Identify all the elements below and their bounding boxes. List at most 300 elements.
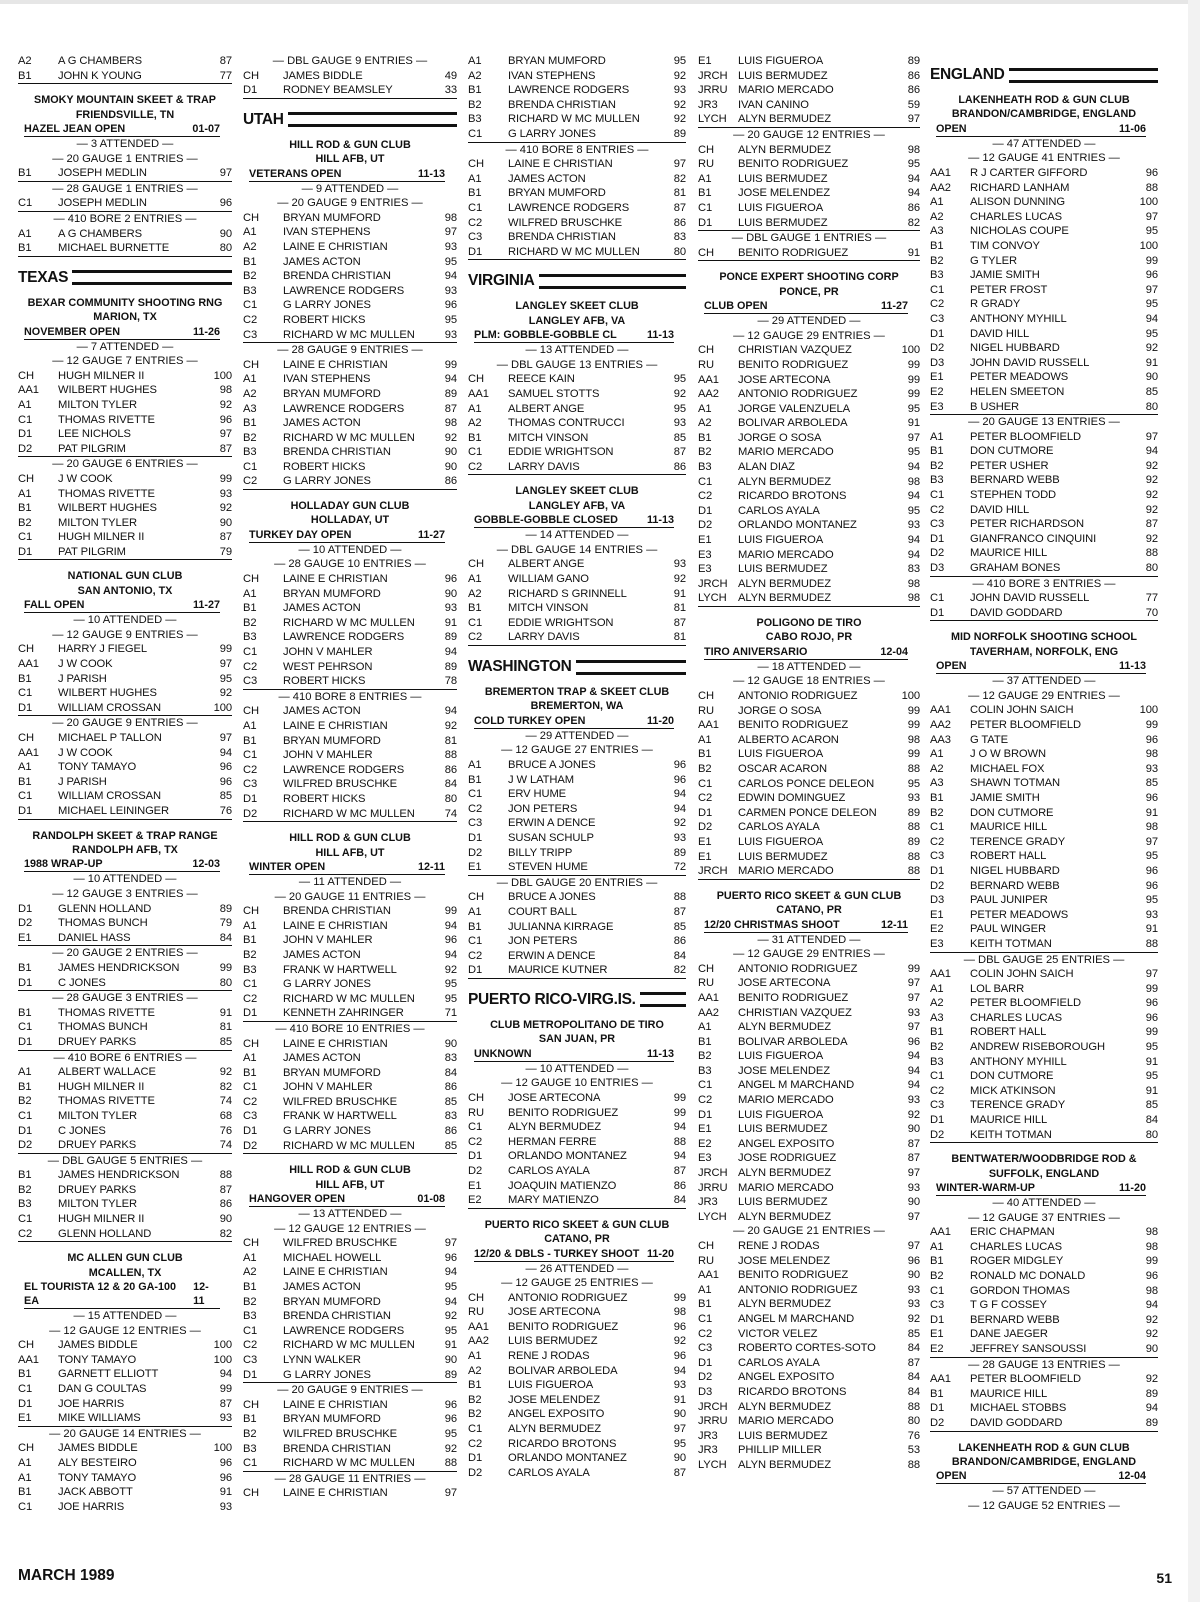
entries-line: — 47 ATTENDED —: [992, 137, 1096, 150]
shooter-name: TONY TAMAYO: [58, 1471, 137, 1484]
class-code: LYCH: [698, 113, 727, 126]
shooter-name: LAINE E CHRISTIAN: [508, 158, 613, 171]
result-row: [698, 83, 920, 98]
score: 87: [673, 1466, 686, 1479]
shooter-name: ALYN BERMUDEZ: [738, 1210, 831, 1223]
entries-line: — 20 GAUGE 6 ENTRIES —: [52, 458, 198, 471]
event-name: OPEN: [936, 1470, 967, 1483]
class-code: A1: [930, 196, 944, 209]
result-row: [243, 992, 457, 1007]
score: 89: [444, 1368, 457, 1381]
result-row: [243, 1265, 457, 1280]
score: 81: [673, 602, 686, 615]
state-name: WASHINGTON: [468, 658, 572, 676]
score: 97: [219, 167, 232, 180]
club-name: MC ALLEN GUN CLUB: [67, 1252, 183, 1265]
shooter-name: OSCAR ACARON: [738, 762, 827, 775]
score: 86: [219, 1198, 232, 1211]
result-row: [18, 775, 232, 790]
shooter-name: ANTONIO RODRIGUEZ: [738, 1283, 858, 1296]
result-row: [243, 1353, 457, 1368]
score: 96: [1145, 167, 1158, 179]
result-row: [468, 1334, 686, 1349]
score: 85: [444, 1095, 457, 1108]
score: 90: [444, 1037, 457, 1050]
score: 96: [907, 1035, 920, 1048]
shooter-name: MICK ATKINSON: [970, 1084, 1056, 1097]
event-block: [930, 953, 1158, 1144]
shooter-name: R GRADY: [970, 298, 1021, 311]
result-row: [18, 672, 232, 687]
score: 98: [1145, 1226, 1158, 1239]
class-code: B1: [243, 1413, 257, 1426]
shooter-name: PETER BLOOMFIELD: [970, 1373, 1081, 1386]
score: 87: [907, 1137, 920, 1150]
shooter-name: JAMES ACTON: [283, 948, 361, 961]
class-code: B1: [18, 961, 32, 974]
class-code: D2: [930, 547, 945, 560]
result-row: [468, 1305, 686, 1320]
result-row: [930, 224, 1158, 239]
class-code: A1: [468, 55, 482, 67]
class-code: A1: [468, 402, 482, 415]
class-code: AA2: [930, 719, 951, 731]
class-code: AA1: [698, 373, 719, 386]
result-row: [698, 489, 920, 504]
event-name: OPEN: [936, 660, 967, 673]
score: 99: [907, 373, 920, 386]
score: 89: [907, 55, 920, 67]
class-code: A2: [243, 240, 257, 253]
class-code: B1: [18, 1486, 32, 1499]
shooter-name: IVAN STEPHENS: [508, 69, 596, 82]
score: 76: [219, 1124, 232, 1137]
result-row: [930, 1128, 1158, 1144]
shooter-name: JOSE ARTECONA: [508, 1306, 601, 1319]
event-block: [18, 829, 232, 947]
score: 70: [1145, 606, 1158, 619]
score: 87: [673, 1164, 686, 1177]
shooter-name: DANIEL HASS: [58, 931, 131, 944]
class-code: B2: [698, 446, 712, 459]
result-row: [698, 445, 920, 460]
event-block: [18, 716, 232, 819]
score: 83: [444, 1052, 457, 1065]
shooter-name: JOSE ARTECONA: [738, 977, 831, 990]
event-name: PLM: GOBBLE-GOBBLE CL: [474, 329, 617, 342]
class-code: AA1: [468, 1320, 489, 1333]
class-code: D1: [930, 532, 945, 545]
shooter-name: RODNEY BEAMSLEY: [283, 84, 393, 97]
shooter-name: WILFRED BRUSCHKE: [283, 1237, 398, 1250]
score: 92: [673, 817, 686, 830]
score: 92: [1145, 474, 1158, 487]
shooter-name: A G CHAMBERS: [58, 227, 142, 240]
class-code: CH: [243, 69, 259, 82]
result-row: [930, 268, 1158, 283]
result-row: [18, 1006, 232, 1021]
score: 98: [444, 417, 457, 430]
event-date: 12-04: [1118, 1470, 1146, 1483]
shooter-name: G LARRY JONES: [283, 1125, 371, 1138]
shooter-name: BRENDA CHRISTIAN: [508, 231, 616, 244]
score: 87: [219, 442, 232, 455]
class-code: A3: [930, 777, 944, 790]
class-code: D1: [930, 606, 945, 619]
score: 96: [444, 1413, 457, 1426]
club-location: SAN JUAN, PR: [538, 1033, 616, 1046]
result-row: [698, 1108, 920, 1123]
class-code: B1: [698, 431, 712, 444]
class-code: D2: [18, 917, 33, 930]
class-code: A1: [930, 982, 944, 995]
result-row: [468, 1349, 686, 1364]
score: 94: [907, 1050, 920, 1063]
shooter-name: HERMAN FERRE: [508, 1135, 597, 1148]
class-code: E3: [698, 548, 712, 561]
score: 99: [219, 472, 232, 485]
state-rule: [1009, 68, 1158, 83]
shooter-name: BENITO RODRIGUEZ: [738, 246, 849, 259]
shooter-name: ANGEL EXPOSITO: [738, 1137, 835, 1150]
score: 95: [673, 373, 686, 386]
class-code: B1: [698, 1298, 712, 1311]
score: 99: [907, 748, 920, 761]
shooter-name: GORDON THOMAS: [970, 1284, 1070, 1297]
result-row: [18, 227, 232, 242]
class-code: E3: [698, 1152, 712, 1165]
result-row: [18, 1183, 232, 1198]
result-row: [698, 562, 920, 577]
class-code: B1: [468, 84, 482, 97]
score: 89: [673, 846, 686, 859]
score: 92: [1145, 1313, 1158, 1326]
result-row: [698, 864, 920, 880]
result-row: [930, 1240, 1158, 1255]
result-row: [18, 1109, 232, 1124]
shooter-name: A G CHAMBERS: [58, 55, 142, 67]
score: 98: [907, 143, 920, 156]
class-code: B2: [930, 806, 944, 819]
results-column: [930, 54, 1158, 1514]
result-row: [698, 591, 920, 607]
club-location: FRIENDSVILLE, TN: [75, 108, 175, 121]
class-code: CH: [468, 158, 484, 171]
club-location: LANGLEY AFB, VA: [528, 499, 626, 512]
event-block: [468, 143, 686, 261]
score: 85: [907, 1327, 920, 1340]
entries-line: — 13 ATTENDED —: [298, 1208, 402, 1221]
event-name: 1988 WRAP-UP: [24, 858, 103, 871]
score: 93: [907, 1094, 920, 1107]
class-code: AA3: [930, 733, 951, 746]
class-code: C1: [18, 413, 33, 426]
result-row: [468, 157, 686, 172]
entries-line: — 10 ATTENDED —: [73, 873, 177, 886]
class-code: D2: [468, 1466, 483, 1479]
shooter-name: THOMAS RIVETTE: [58, 487, 155, 500]
result-row: [930, 820, 1158, 835]
shooter-name: BRYAN MUMFORD: [283, 734, 381, 747]
result-row: [243, 719, 457, 734]
class-code: B1: [468, 920, 482, 933]
result-row: [243, 748, 457, 763]
club-location: MCALLEN, TX: [88, 1266, 162, 1279]
class-code: A1: [243, 1251, 257, 1264]
class-code: AA1: [698, 991, 719, 1004]
entries-line: — 28 GAUGE 13 ENTRIES —: [968, 1358, 1120, 1371]
score: 95: [907, 402, 920, 415]
score: 87: [673, 905, 686, 918]
score: 81: [444, 734, 457, 747]
class-code: D1: [18, 805, 33, 817]
shooter-name: RICHARD W MC MULLEN: [283, 1457, 415, 1470]
event-block: [243, 690, 457, 822]
event-block: [468, 299, 686, 475]
shooter-name: JOHN V MAHLER: [283, 934, 373, 947]
class-code: CH: [243, 1487, 259, 1500]
shooter-name: CHARLES LUCAS: [970, 1240, 1062, 1253]
class-code: C1: [468, 1121, 483, 1134]
class-code: LYCH: [698, 1210, 727, 1223]
result-row: [698, 416, 920, 431]
shooter-name: BRYAN MUMFORD: [508, 187, 606, 200]
club-location: HILL AFB, UT: [315, 153, 385, 166]
shooter-name: EDDIE WRIGHTSON: [508, 616, 614, 629]
score: 91: [673, 587, 686, 600]
class-code: B1: [243, 934, 257, 947]
event-date: 11-27: [880, 300, 908, 313]
event-block: [698, 1224, 920, 1472]
shooter-name: MARIO MERCADO: [738, 865, 834, 878]
entries-line: — 29 ATTENDED —: [525, 729, 629, 742]
score: 93: [673, 558, 686, 571]
shooter-name: CARLOS AYALA: [738, 821, 820, 834]
shooter-name: DAVID GODDARD: [970, 606, 1063, 619]
shooter-name: SAMUEL STOTTS: [508, 387, 600, 400]
class-code: B1: [930, 239, 944, 252]
shooter-name: LYNN WALKER: [283, 1354, 361, 1366]
class-code: LYCH: [698, 592, 727, 605]
result-row: [243, 1037, 457, 1052]
result-row: [698, 343, 920, 358]
score: 71: [444, 1007, 457, 1020]
shooter-name: MICHAEL FOX: [970, 762, 1045, 775]
result-row: [243, 704, 457, 719]
entries-line: — 410 BORE 3 ENTRIES —: [972, 577, 1116, 590]
shooter-name: ALYN BERMUDEZ: [738, 1021, 831, 1034]
class-code: B2: [243, 1427, 257, 1440]
score: 95: [1145, 225, 1158, 238]
shooter-name: JOHN V MAHLER: [283, 646, 373, 659]
result-row: [468, 601, 686, 616]
result-row: [468, 402, 686, 417]
club-location: RANDOLPH AFB, TX: [72, 844, 178, 856]
shooter-name: LAINE E CHRISTIAN: [283, 240, 388, 253]
shooter-name: BILLY TRIPP: [508, 846, 573, 859]
score: 99: [907, 704, 920, 717]
score: 96: [1145, 1011, 1158, 1024]
shooter-name: MITCH VINSON: [508, 431, 589, 444]
shooter-name: J O W BROWN: [970, 748, 1046, 761]
shooter-name: ORLANDO MONTANEZ: [508, 1452, 627, 1465]
shooter-name: LAINE E CHRISTIAN: [283, 573, 388, 586]
shooter-name: BRENDA CHRISTIAN: [283, 905, 391, 918]
shooter-name: PAT PILGRIM: [58, 545, 126, 558]
class-code: LYCH: [698, 1458, 727, 1471]
result-row: [698, 747, 920, 762]
result-row: [18, 383, 232, 398]
score: 90: [219, 516, 232, 529]
class-code: JR3: [698, 1444, 718, 1457]
entries-line: — 20 GAUGE 9 ENTRIES —: [52, 717, 198, 730]
score: 98: [1145, 1284, 1158, 1297]
class-code: C2: [930, 835, 945, 848]
score: 89: [444, 660, 457, 673]
score: 94: [907, 548, 920, 561]
score: 90: [907, 1123, 920, 1136]
result-row: [698, 704, 920, 719]
result-row: [468, 245, 686, 261]
class-code: CH: [243, 705, 259, 718]
score: 96: [1145, 997, 1158, 1010]
score: 97: [1145, 835, 1158, 848]
result-row: [698, 1297, 920, 1312]
result-row: [243, 763, 457, 778]
result-row: [930, 1269, 1158, 1284]
class-code: CH: [698, 1240, 714, 1252]
score: 79: [219, 917, 232, 930]
score: 74: [219, 1139, 232, 1152]
result-row: [698, 373, 920, 388]
shooter-name: G TYLER: [970, 254, 1017, 267]
class-code: B2: [243, 1295, 257, 1308]
class-code: D1: [698, 216, 713, 229]
score: 92: [219, 1066, 232, 1079]
score: 87: [907, 1356, 920, 1369]
class-code: A1: [243, 919, 257, 932]
shooter-name: BOLIVAR ARBOLEDA: [508, 1364, 618, 1377]
shooter-name: MARIO MERCADO: [738, 1415, 834, 1428]
result-row: [698, 1429, 920, 1444]
class-code: C2: [930, 1084, 945, 1097]
class-code: D2: [18, 1139, 33, 1152]
class-code: D1: [18, 1124, 33, 1137]
shooter-name: ROBERT HALL: [970, 1026, 1047, 1039]
event-block: [930, 577, 1158, 622]
shooter-name: LUIS BERMUDEZ: [738, 216, 828, 229]
shooter-name: BRUCE A JONES: [508, 891, 596, 904]
class-code: AA2: [698, 1006, 719, 1019]
shooter-name: ALBERT ANGE: [508, 402, 585, 415]
shooter-name: ANGEL M MARCHAND: [738, 1079, 855, 1092]
event-name: FALL OPEN: [24, 599, 85, 612]
result-row: [468, 949, 686, 964]
shooter-name: MAURICE HILL: [970, 1387, 1048, 1400]
score: 84: [1145, 1114, 1158, 1127]
result-row: [468, 905, 686, 920]
score: 95: [444, 255, 457, 268]
score: 87: [219, 531, 232, 544]
club-name: LAKENHEATH ROD & GUN CLUB: [958, 1441, 1130, 1454]
shooter-name: GLENN HOLLAND: [58, 1227, 152, 1240]
class-code: A1: [698, 172, 712, 185]
shooter-name: RICHARD W MC MULLEN: [283, 992, 415, 1005]
score: 82: [219, 1227, 232, 1240]
class-code: A2: [468, 69, 482, 82]
score: 97: [219, 428, 232, 441]
class-code: C1: [18, 197, 33, 210]
score: 94: [907, 1064, 920, 1077]
result-row: [930, 849, 1158, 864]
score: 88: [907, 762, 920, 775]
result-row: [930, 791, 1158, 806]
result-row: [930, 181, 1158, 196]
score: 94: [907, 187, 920, 200]
state-name: PUERTO RICO-VIRG.IS.: [468, 990, 636, 1008]
club-location: SAN ANTONIO, TX: [77, 584, 173, 597]
class-code: D1: [468, 245, 483, 258]
score: 88: [219, 1169, 232, 1182]
result-row: [243, 1006, 457, 1022]
shooter-name: HELEN SMEETON: [970, 385, 1065, 398]
result-row: [18, 442, 232, 458]
result-row: [698, 991, 920, 1006]
class-code: D1: [698, 806, 713, 819]
score: 84: [673, 1194, 686, 1207]
class-code: A2: [930, 997, 944, 1010]
score: 89: [907, 806, 920, 819]
result-row: [468, 758, 686, 773]
class-code: D2: [930, 1416, 945, 1429]
shooter-name: ALYN BERMUDEZ: [738, 592, 831, 605]
result-row: [468, 1451, 686, 1466]
shooter-name: LAINE E CHRISTIAN: [283, 1037, 388, 1050]
class-code: A1: [243, 226, 257, 239]
entries-line: — 28 GAUGE 11 ENTRIES —: [274, 1472, 426, 1485]
score: 93: [907, 792, 920, 805]
shooter-name: MIKE WILLIAMS: [58, 1412, 141, 1425]
result-row: [698, 201, 920, 216]
shooter-name: ALYN BERMUDEZ: [738, 1400, 831, 1413]
score: 78: [444, 675, 457, 688]
result-row: [930, 1372, 1158, 1387]
score: 92: [673, 69, 686, 82]
result-row: [468, 445, 686, 460]
score: 82: [673, 172, 686, 185]
result-row: [930, 703, 1158, 718]
score: 96: [219, 761, 232, 774]
result-row: [18, 241, 232, 257]
result-row: [18, 1168, 232, 1183]
event-date: 01-08: [417, 1193, 445, 1206]
club-name: LANGLEY SKEET CLUB: [515, 300, 639, 313]
class-code: AA1: [468, 387, 489, 400]
score: 86: [444, 1081, 457, 1094]
result-row: [698, 733, 920, 748]
score: 92: [444, 963, 457, 976]
class-code: C2: [18, 1227, 33, 1240]
results-column: [18, 54, 232, 1514]
score: 97: [673, 1423, 686, 1436]
shooter-name: MICHAEL HOWELL: [283, 1251, 382, 1264]
shooter-name: LUIS FIGUEROA: [738, 201, 824, 214]
score: 93: [219, 1500, 232, 1513]
class-code: A1: [468, 759, 482, 772]
shooter-name: IVAN STEPHENS: [283, 373, 371, 386]
shooter-name: MARIO MERCADO: [738, 548, 834, 561]
result-row: [698, 850, 920, 865]
